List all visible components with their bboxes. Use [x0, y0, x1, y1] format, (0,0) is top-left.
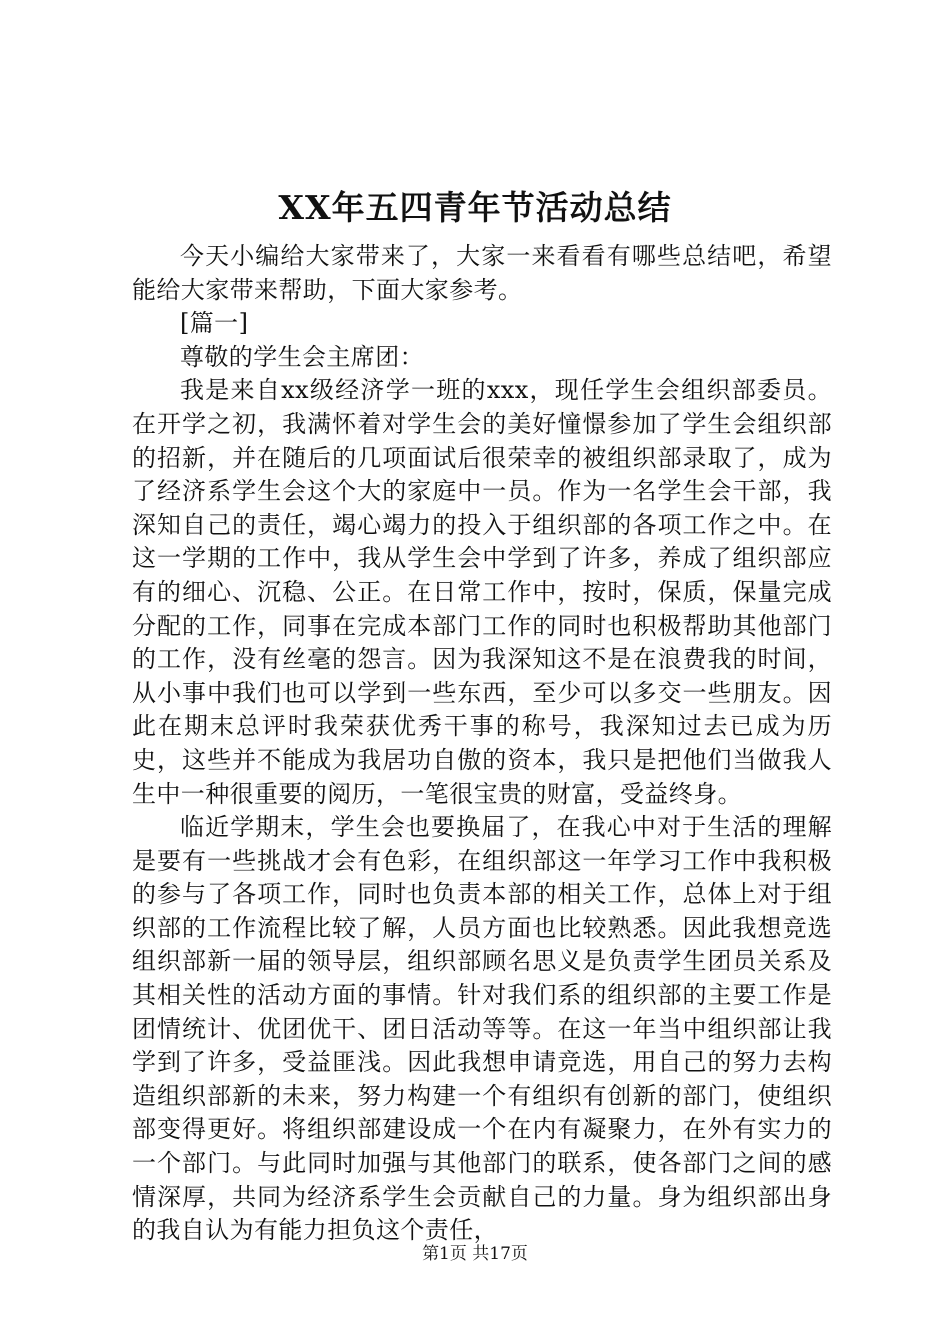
body-paragraph: 我是来自xx级经济学一班的xxx，现任学生会组织部委员。在开学之初，我满怀着对学生会的美好憧憬参加了学生会组织部的招新，并在随后的几项面试后很荣幸的被组织部录取了，成为了经济系学生会这个大的家庭中一员。作为一名学生会干部，我深知自己的责任，竭心竭力的投入于组织部的各项工作之中。在这一学期的工作中，我从学生会中学到了许多，养成了组织部应有的细心、沉稳、公正。在日常工作中，按时，保质，保量完成分配的工作，同事在完成本部门工作的同时也积极帮助其他部门的工作，没有丝毫的怨言。因为我深知这不是在浪费我的时间，从小事中我们也可以学到一些东西，至少可以多交一些朋友。因此在期末总评时我荣获优秀干事的称号，我深知过去已成为历史，这些并不能成为我居功自傲的资本，我只是把他们当做我人生中一种很重要的阅历，一笔很宝贵的财富，受益终身。: [132, 376, 832, 808]
section-marker: [篇一]: [180, 309, 249, 338]
intro-paragraph: 今天小编给大家带来了，大家一来看看有哪些总结吧，希望能给大家带来帮助，下面大家参考。: [132, 242, 832, 304]
document-title: XX年五四青年节活动总结: [278, 188, 672, 227]
body-paragraph: 临近学期末，学生会也要换届了，在我心中对于生活的理解是要有一些挑战才会有色彩，在组织部这一年学习工作中我积极的参与了各项工作，同时也负责本部的相关工作，总体上对于组织部的工作流程比较了解，人员方面也比较熟悉。因此我想竞选组织部新一届的领导层，组织部顾名思义是负责学生团员关系及其相关性的活动方面的事情。针对我们系的组织部的主要工作是团情统计、优团优干、团日活动等等。在这一年当中组织部让我学到了许多，受益匪浅。因此我想申请竞选，用自己的努力去构造组织部新的未来，努力构建一个有组织有创新的部门，使组织部变得更好。将组织部建设成一个在内有凝聚力，在外有实力的一个部门。与此同时加强与其他部门的联系，使各部门之间的感情深厚，共同为经济系学生会贡献自己的力量。身为组织部出身的我自认为有能力担负这个责任，: [132, 813, 832, 1245]
document-body: [132, 240, 832, 1248]
page-number-footer: 第1页 共17页: [422, 1244, 528, 1264]
salutation: 尊敬的学生会主席团：: [180, 342, 424, 371]
